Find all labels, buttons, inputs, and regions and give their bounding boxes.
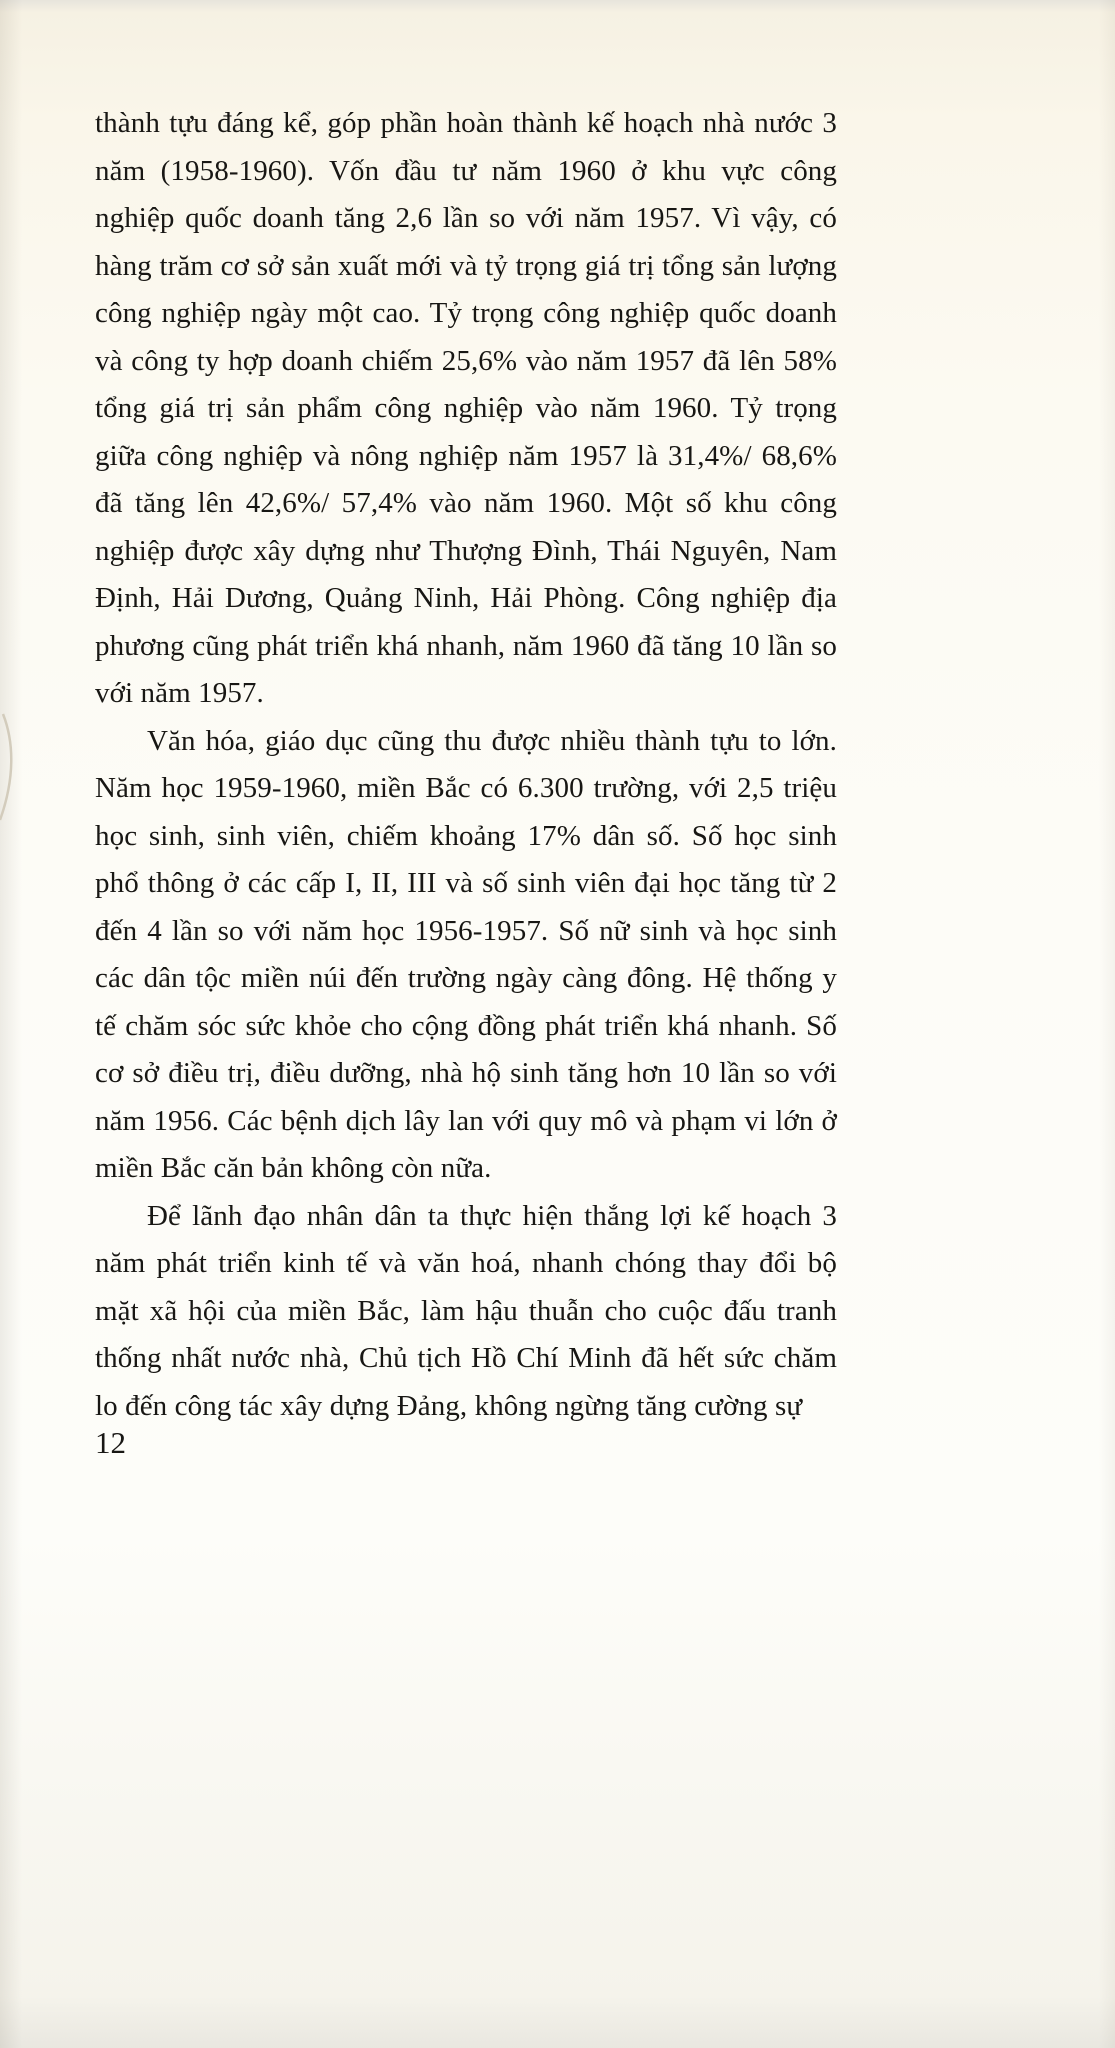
page-number: 12 — [95, 1425, 126, 1460]
page-text-block — [95, 100, 837, 1430]
scan-right-edge-shading — [1097, 0, 1115, 2048]
scan-left-edge-shading — [0, 0, 26, 2048]
paragraph-industry-achievements: thành tựu đáng kể, góp phần hoàn thành kế hoạch nhà nước 3 năm (1958-1960). Vốn đầu tư năm 1960 ở khu vực công nghiệp quốc doanh tăng 2,6 lần so với năm 1957. Vì vậy, có hàng trăm cơ sở sản xuất mới và tỷ trọng giá trị tổng sản lượng công nghiệp ngày một cao. Tỷ trọng công nghiệp quốc doanh và công ty hợp doanh chiếm 25,6% vào năm 1957 đã lên 58% tổng giá trị sản phẩm công nghiệp vào năm 1960. Tỷ trọng giữa công nghiệp và nông nghiệp năm 1957 là 31,4%/ 68,6% đã tăng lên 42,6%/ 57,4% vào năm 1960. Một số khu công nghiệp được xây dựng như Thượng Đình, Thái Nguyên, Nam Định, Hải Dương, Quảng Ninh, Hải Phòng. Công nghiệp địa phương cũng phát triển khá nhanh, năm 1960 đã tăng 10 lần so với năm 1957. — [95, 107, 837, 709]
page-curl-artifact — [0, 712, 19, 822]
paragraph-culture-education: Văn hóa, giáo dục cũng thu được nhiều thành tựu to lớn. Năm học 1959-1960, miền Bắc có 6.300 trường, với 2,5 triệu học sinh, sinh viên, chiếm khoảng 17% dân số. Số học sinh phổ thông ở các cấp I, II, III và số sinh viên đại học tăng từ 2 đến 4 lần so với năm học 1956-1957. Số nữ sinh và học sinh các dân tộc miền núi đến trường ngày càng đông. Hệ thống y tế chăm sóc sức khỏe cho cộng đồng phát triển khá nhanh. Số cơ sở điều trị, điều dưỡng, nhà hộ sinh tăng hơn 10 lần so với năm 1956. Các bệnh dịch lây lan với quy mô và phạm vi lớn ở miền Bắc căn bản không còn nữa. — [95, 724, 837, 1184]
paragraph-party-leadership: Để lãnh đạo nhân dân ta thực hiện thắng lợi kế hoạch 3 năm phát triển kinh tế và văn hoá, nhanh chóng thay đổi bộ mặt xã hội của miền Bắc, làm hậu thuẫn cho cuộc đấu tranh thống nhất nước nhà, Chủ tịch Hồ Chí Minh đã hết sức chăm lo đến công tác xây dựng Đảng, không ngừng tăng cường sự — [95, 1199, 837, 1422]
